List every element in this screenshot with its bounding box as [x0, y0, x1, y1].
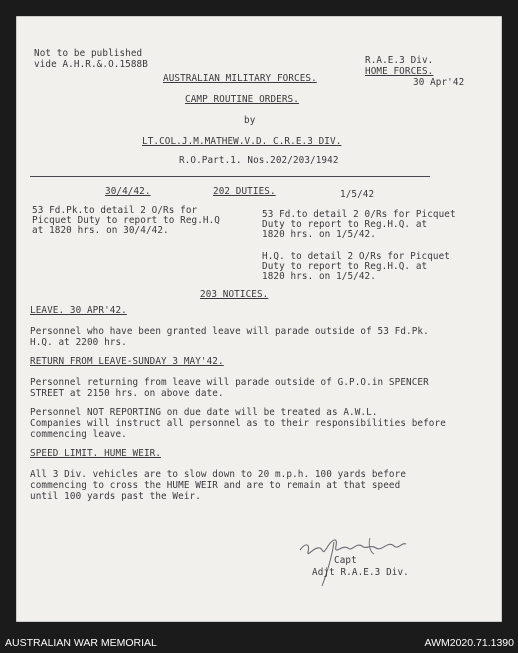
duties-date-right: 1/5/42 — [340, 189, 375, 200]
duties-heading: 202 DUTIES. — [213, 186, 276, 197]
speed-limit-line-3: until 100 yards past the Weir. — [30, 491, 201, 502]
duty-right-b-line-2: Duty to report to Reg.H.Q. at — [262, 261, 428, 272]
duty-right-b-line-1: H.Q. to detail 2 O/Rs for Picquet — [262, 251, 451, 262]
footer-accession-number: AWM2020.71.1390 — [424, 637, 514, 649]
notices-heading: 203 NOTICES. — [200, 289, 269, 300]
return-heading: RETURN FROM LEAVE-SUNDAY 3 MAY'42. — [30, 356, 224, 367]
leave-line-1: Personnel who have been granted leave will parade outside of 53 Fd.Pk. — [30, 326, 429, 337]
duty-right-a-line-3: 1820 hrs. on 1/5/42. — [262, 229, 376, 240]
duty-right-a-line-2: Duty to report to Reg.H.Q. at — [262, 219, 428, 230]
return-line-1: Personnel returning from leave will parade outside of G.P.O.in SPENCER — [30, 377, 429, 388]
document-page — [16, 16, 502, 622]
duties-date-left: 30/4/42. — [105, 186, 151, 197]
not-published-line-2: vide A.H.R.&.O.1588B — [34, 59, 148, 70]
speed-limit-line-2: commencing to cross the HUME WEIR and are to remain at that speed — [30, 480, 401, 491]
leave-heading: LEAVE. 30 APR'42. — [30, 305, 127, 316]
duty-left-line-1: 53 Fd.Pk.to detail 2 O/Rs for — [32, 205, 198, 216]
by-line: by — [244, 115, 256, 126]
duty-right-b-line-3: 1820 hrs. on 1/5/42. — [262, 271, 376, 282]
order-date: 30 Apr'42 — [413, 77, 465, 88]
not-reporting-line-1: Personnel NOT REPORTING on due date will be treated as A.W.L. — [30, 407, 378, 418]
division-reference: R.A.E.3 Div. — [365, 55, 434, 66]
not-reporting-line-2: Companies will instruct all personnel as to their responsibilities before — [30, 418, 446, 429]
home-forces: HOME FORCES. — [365, 66, 434, 77]
signature-appointment: Adjt R.A.E.3 Div. — [312, 567, 409, 578]
header-rule — [30, 176, 430, 177]
not-published-line-1: Not to be published — [34, 48, 143, 59]
issuing-officer: LT.COL.J.M.MATHEW.V.D. C.R.E.3 DIV. — [142, 136, 342, 147]
footer-institution: AUSTRALIAN WAR MEMORIAL — [5, 637, 157, 649]
return-line-2: STREET at 2150 hrs. on above date. — [30, 388, 224, 399]
duty-left-line-2: Picquet Duty to report to Reg.H.Q — [32, 215, 221, 226]
organisation: AUSTRALIAN MILITARY FORCES. — [163, 73, 317, 84]
document-title: CAMP ROUTINE ORDERS. — [185, 94, 299, 105]
not-reporting-line-3: commencing leave. — [30, 429, 127, 440]
duty-left-line-3: at 1820 hrs. on 30/4/42. — [32, 225, 169, 236]
speed-limit-heading: SPEED LIMIT. HUME WEIR. — [30, 448, 162, 459]
signature-rank: Capt — [334, 555, 357, 566]
leave-line-2: H.Q. at 2200 hrs. — [30, 337, 127, 348]
duty-right-a-line-1: 53 Fd.to detail 2 0/Rs for Picquet — [262, 209, 456, 220]
speed-limit-line-1: All 3 Div. vehicles are to slow down to 20 m.p.h. 100 yards before — [30, 469, 407, 480]
order-part-numbers: R.O.Part.1. Nos.202/203/1942 — [179, 155, 339, 166]
